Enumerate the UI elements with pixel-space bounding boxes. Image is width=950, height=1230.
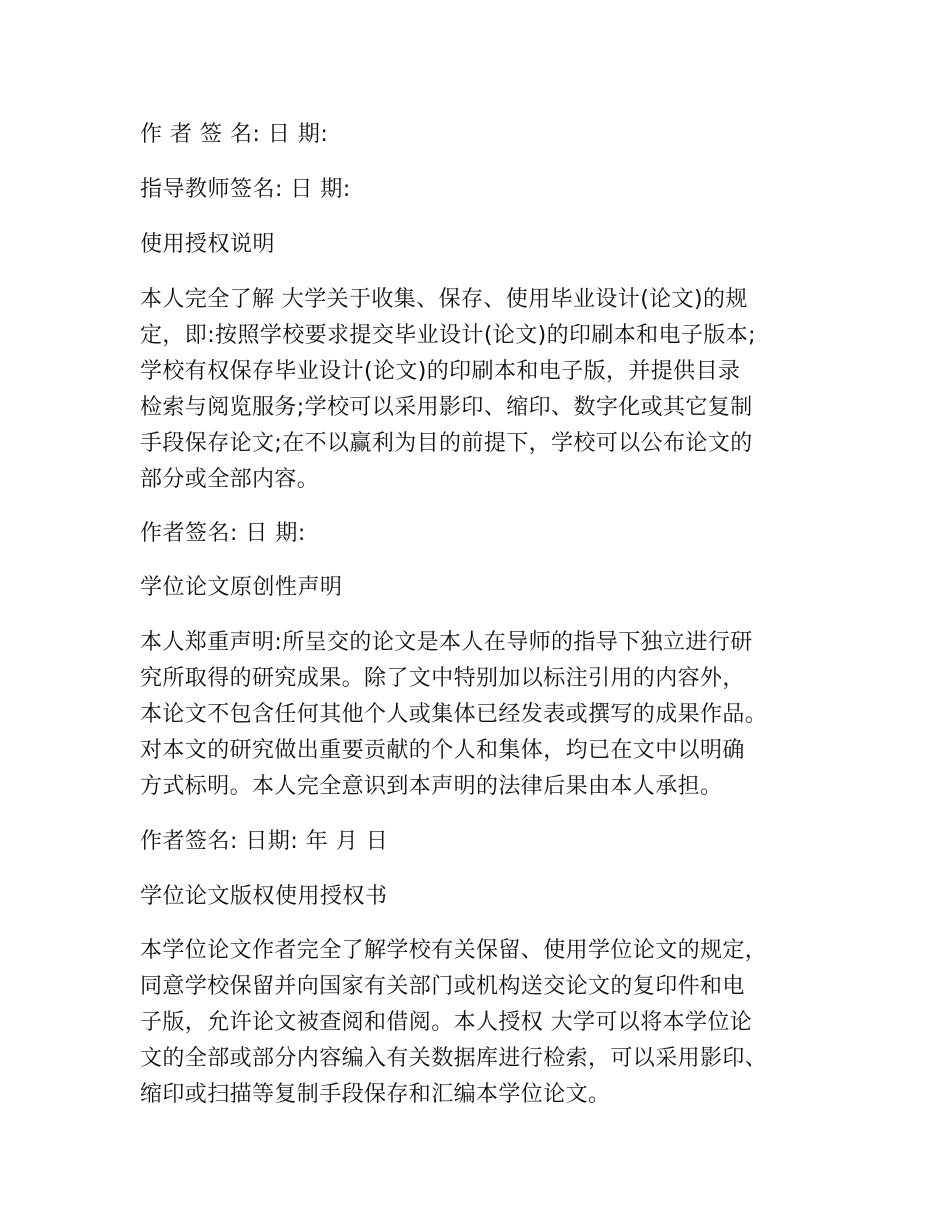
paragraph-originality-statement <box>140 625 820 805</box>
paragraph-line: 文的全部或部分内容编入有关数据库进行检索，可以采用影印、 <box>140 1046 768 1071</box>
paragraph-line: 同意学校保留并向国家有关部门或机构送交论文的复印件和电 <box>140 974 745 999</box>
paragraph-line: 手段保存论文;在不以赢利为目的前提下，学校可以公布论文的 <box>140 431 753 456</box>
paragraph-usage-authorization <box>140 282 820 498</box>
paragraph-line: 缩印或扫描等复制手段保存和汇编本学位论文。 <box>140 1082 611 1107</box>
paragraph-line: 本学位论文作者完全了解学校有关保留、使用学位论文的规定， <box>140 938 768 963</box>
heading-copyright-authorization: 学位论文版权使用授权书 <box>140 884 388 909</box>
paragraph-line: 学校有权保存毕业设计(论文)的印刷本和电子版，并提供目录 <box>140 359 741 384</box>
author-signature-date-line-1: 作 者 签 名: 日 期: <box>140 122 329 147</box>
paragraph-line: 检索与阅览服务;学校可以采用影印、缩印、数字化或其它复制 <box>140 395 753 420</box>
paragraph-line: 本论文不包含任何其他个人或集体已经发表或撰写的成果作品。 <box>140 702 768 727</box>
paragraph-line: 部分或全部内容。 <box>140 467 320 492</box>
paragraph-line: 方式标明。本人完全意识到本声明的法律后果由本人承担。 <box>140 774 723 799</box>
paragraph-line: 本人完全了解 大学关于收集、保存、使用毕业设计(论文)的规 <box>140 287 748 312</box>
heading-usage-authorization: 使用授权说明 <box>140 232 276 257</box>
paragraph-line: 子版，允许论文被查阅和借阅。本人授权 大学可以将本学位论 <box>140 1010 753 1035</box>
heading-originality-statement: 学位论文原创性声明 <box>140 575 343 600</box>
paragraph-line: 本人郑重声明:所呈交的论文是本人在导师的指导下独立进行研 <box>140 630 753 655</box>
author-signature-date-line-3: 作者签名: 日期: 年 月 日 <box>140 829 389 854</box>
author-signature-date-line-2: 作者签名: 日 期: <box>140 521 306 546</box>
paragraph-copyright-authorization <box>140 933 820 1113</box>
paragraph-line: 对本文的研究做出重要贡献的个人和集体，均已在文中以明确 <box>140 738 745 763</box>
paragraph-line: 定，即:按照学校要求提交毕业设计(论文)的印刷本和电子版本; <box>140 323 756 348</box>
advisor-signature-date-line: 指导教师签名: 日 期: <box>140 177 351 202</box>
paragraph-line: 究所取得的研究成果。除了文中特别加以标注引用的内容外， <box>140 666 745 691</box>
